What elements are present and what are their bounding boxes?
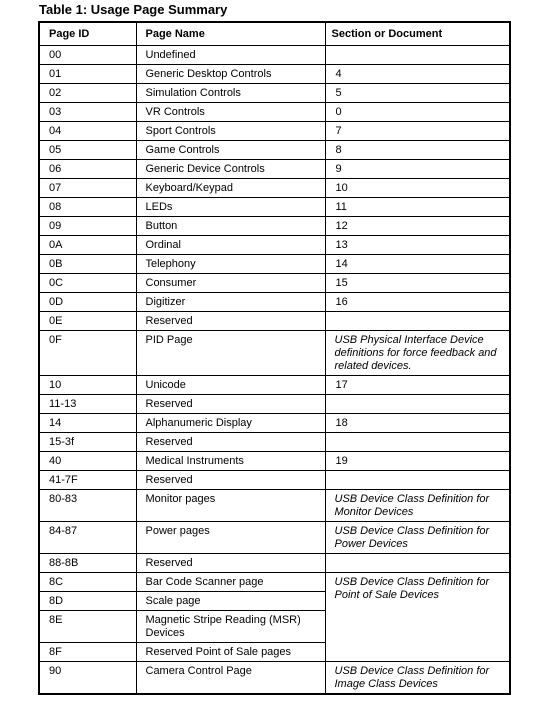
table-row xyxy=(39,65,510,84)
usage-page-table xyxy=(38,21,511,695)
page-id-cell: 0D xyxy=(39,293,136,312)
page-id-cell: 08 xyxy=(39,198,136,217)
page-id-cell: 14 xyxy=(39,414,136,433)
table-row xyxy=(39,452,510,471)
section-cell: 5 xyxy=(325,84,510,103)
section-cell: 4 xyxy=(325,65,510,84)
table-row xyxy=(39,179,510,198)
table-row xyxy=(39,522,510,554)
page-id-cell: 15-3f xyxy=(39,433,136,452)
section-cell: 0 xyxy=(325,103,510,122)
table-row xyxy=(39,141,510,160)
page-id-cell: 8E xyxy=(39,611,136,643)
page-name-cell: VR Controls xyxy=(136,103,325,122)
page-name-cell: Reserved xyxy=(136,554,325,573)
page-id-cell: 0B xyxy=(39,255,136,274)
page-id-cell: 0A xyxy=(39,236,136,255)
page-id-cell: 11-13 xyxy=(39,395,136,414)
table-row xyxy=(39,122,510,141)
page-name-cell: Unicode xyxy=(136,376,325,395)
section-cell: 18 xyxy=(325,414,510,433)
page-id-cell: 80-83 xyxy=(39,490,136,522)
section-cell xyxy=(325,471,510,490)
section-cell xyxy=(325,433,510,452)
page-name-cell: Reserved Point of Sale pages xyxy=(136,643,325,662)
section-cell: 8 xyxy=(325,141,510,160)
table-row xyxy=(39,103,510,122)
page-name-cell: Medical Instruments xyxy=(136,452,325,471)
page-name-cell: Reserved xyxy=(136,433,325,452)
page-id-cell: 0C xyxy=(39,274,136,293)
table-row xyxy=(39,376,510,395)
table-row xyxy=(39,217,510,236)
page-id-cell: 41-7F xyxy=(39,471,136,490)
table-row xyxy=(39,160,510,179)
page-name-cell: Digitizer xyxy=(136,293,325,312)
section-cell xyxy=(325,554,510,573)
page-name-cell: Simulation Controls xyxy=(136,84,325,103)
page-name-cell: Monitor pages xyxy=(136,490,325,522)
page-id-cell: 0E xyxy=(39,312,136,331)
table-row xyxy=(39,471,510,490)
page-name-cell: Alphanumeric Display xyxy=(136,414,325,433)
section-cell: 12 xyxy=(325,217,510,236)
table-caption: Table 1: Usage Page Summary xyxy=(39,2,228,17)
table-row xyxy=(39,573,510,592)
page-name-cell: Telephony xyxy=(136,255,325,274)
section-cell: 15 xyxy=(325,274,510,293)
section-cell: USB Device Class Definition for Image Class Devices xyxy=(325,662,510,695)
page-name-cell: Sport Controls xyxy=(136,122,325,141)
section-cell: USB Device Class Definition for Point of Sale Devices xyxy=(325,573,510,662)
table-row xyxy=(39,554,510,573)
page-name-cell: Consumer xyxy=(136,274,325,293)
table-row xyxy=(39,331,510,376)
page-name-cell: Reserved xyxy=(136,395,325,414)
table-row xyxy=(39,198,510,217)
page-name-cell: Game Controls xyxy=(136,141,325,160)
page-id-cell: 40 xyxy=(39,452,136,471)
page-name-cell: Reserved xyxy=(136,471,325,490)
page-id-cell: 0F xyxy=(39,331,136,376)
section-cell: USB Device Class Definition for Monitor Devices xyxy=(325,490,510,522)
section-cell: 16 xyxy=(325,293,510,312)
page-id-cell: 00 xyxy=(39,46,136,65)
section-cell xyxy=(325,46,510,65)
page-id-cell: 01 xyxy=(39,65,136,84)
page-id-cell: 06 xyxy=(39,160,136,179)
page-name-cell: Scale page xyxy=(136,592,325,611)
section-cell: 11 xyxy=(325,198,510,217)
page-name-cell: Reserved xyxy=(136,312,325,331)
page-name-cell: Power pages xyxy=(136,522,325,554)
table-row xyxy=(39,255,510,274)
page-name-cell: LEDs xyxy=(136,198,325,217)
table-row xyxy=(39,274,510,293)
section-cell: 19 xyxy=(325,452,510,471)
page-name-cell: Button xyxy=(136,217,325,236)
section-cell: 13 xyxy=(325,236,510,255)
table-row xyxy=(39,433,510,452)
section-cell xyxy=(325,395,510,414)
page-id-cell: 04 xyxy=(39,122,136,141)
table-row xyxy=(39,46,510,65)
table-row xyxy=(39,662,510,695)
section-cell: USB Device Class Definition for Power Devices xyxy=(325,522,510,554)
section-cell: USB Physical Interface Device definitions for force feedback and related devices. xyxy=(325,331,510,376)
page-id-cell: 03 xyxy=(39,103,136,122)
page-id-cell: 07 xyxy=(39,179,136,198)
page-id-cell: 8D xyxy=(39,592,136,611)
section-cell: 9 xyxy=(325,160,510,179)
page-id-cell: 8F xyxy=(39,643,136,662)
table-row xyxy=(39,312,510,331)
header-section: Section or Document xyxy=(325,22,510,46)
table-header-row xyxy=(39,22,510,46)
page-name-cell: Generic Device Controls xyxy=(136,160,325,179)
table-row xyxy=(39,236,510,255)
page-name-cell: Keyboard/Keypad xyxy=(136,179,325,198)
page-name-cell: Bar Code Scanner page xyxy=(136,573,325,592)
section-cell: 10 xyxy=(325,179,510,198)
page-id-cell: 8C xyxy=(39,573,136,592)
table-row xyxy=(39,395,510,414)
table-row xyxy=(39,293,510,312)
page-name-cell: Undefined xyxy=(136,46,325,65)
page-id-cell: 02 xyxy=(39,84,136,103)
table-row xyxy=(39,84,510,103)
page-id-cell: 90 xyxy=(39,662,136,695)
page-name-cell: Ordinal xyxy=(136,236,325,255)
section-cell: 14 xyxy=(325,255,510,274)
page-id-cell: 09 xyxy=(39,217,136,236)
header-page-name: Page Name xyxy=(136,22,325,46)
page-name-cell: Magnetic Stripe Reading (MSR) Devices xyxy=(136,611,325,643)
section-cell xyxy=(325,312,510,331)
section-cell: 7 xyxy=(325,122,510,141)
page-id-cell: 10 xyxy=(39,376,136,395)
page-id-cell: 88-8B xyxy=(39,554,136,573)
header-page-id: Page ID xyxy=(39,22,136,46)
page-name-cell: Generic Desktop Controls xyxy=(136,65,325,84)
table-row xyxy=(39,414,510,433)
page-id-cell: 84-87 xyxy=(39,522,136,554)
page-name-cell: Camera Control Page xyxy=(136,662,325,695)
table-row xyxy=(39,490,510,522)
page-id-cell: 05 xyxy=(39,141,136,160)
page-name-cell: PID Page xyxy=(136,331,325,376)
section-cell: 17 xyxy=(325,376,510,395)
